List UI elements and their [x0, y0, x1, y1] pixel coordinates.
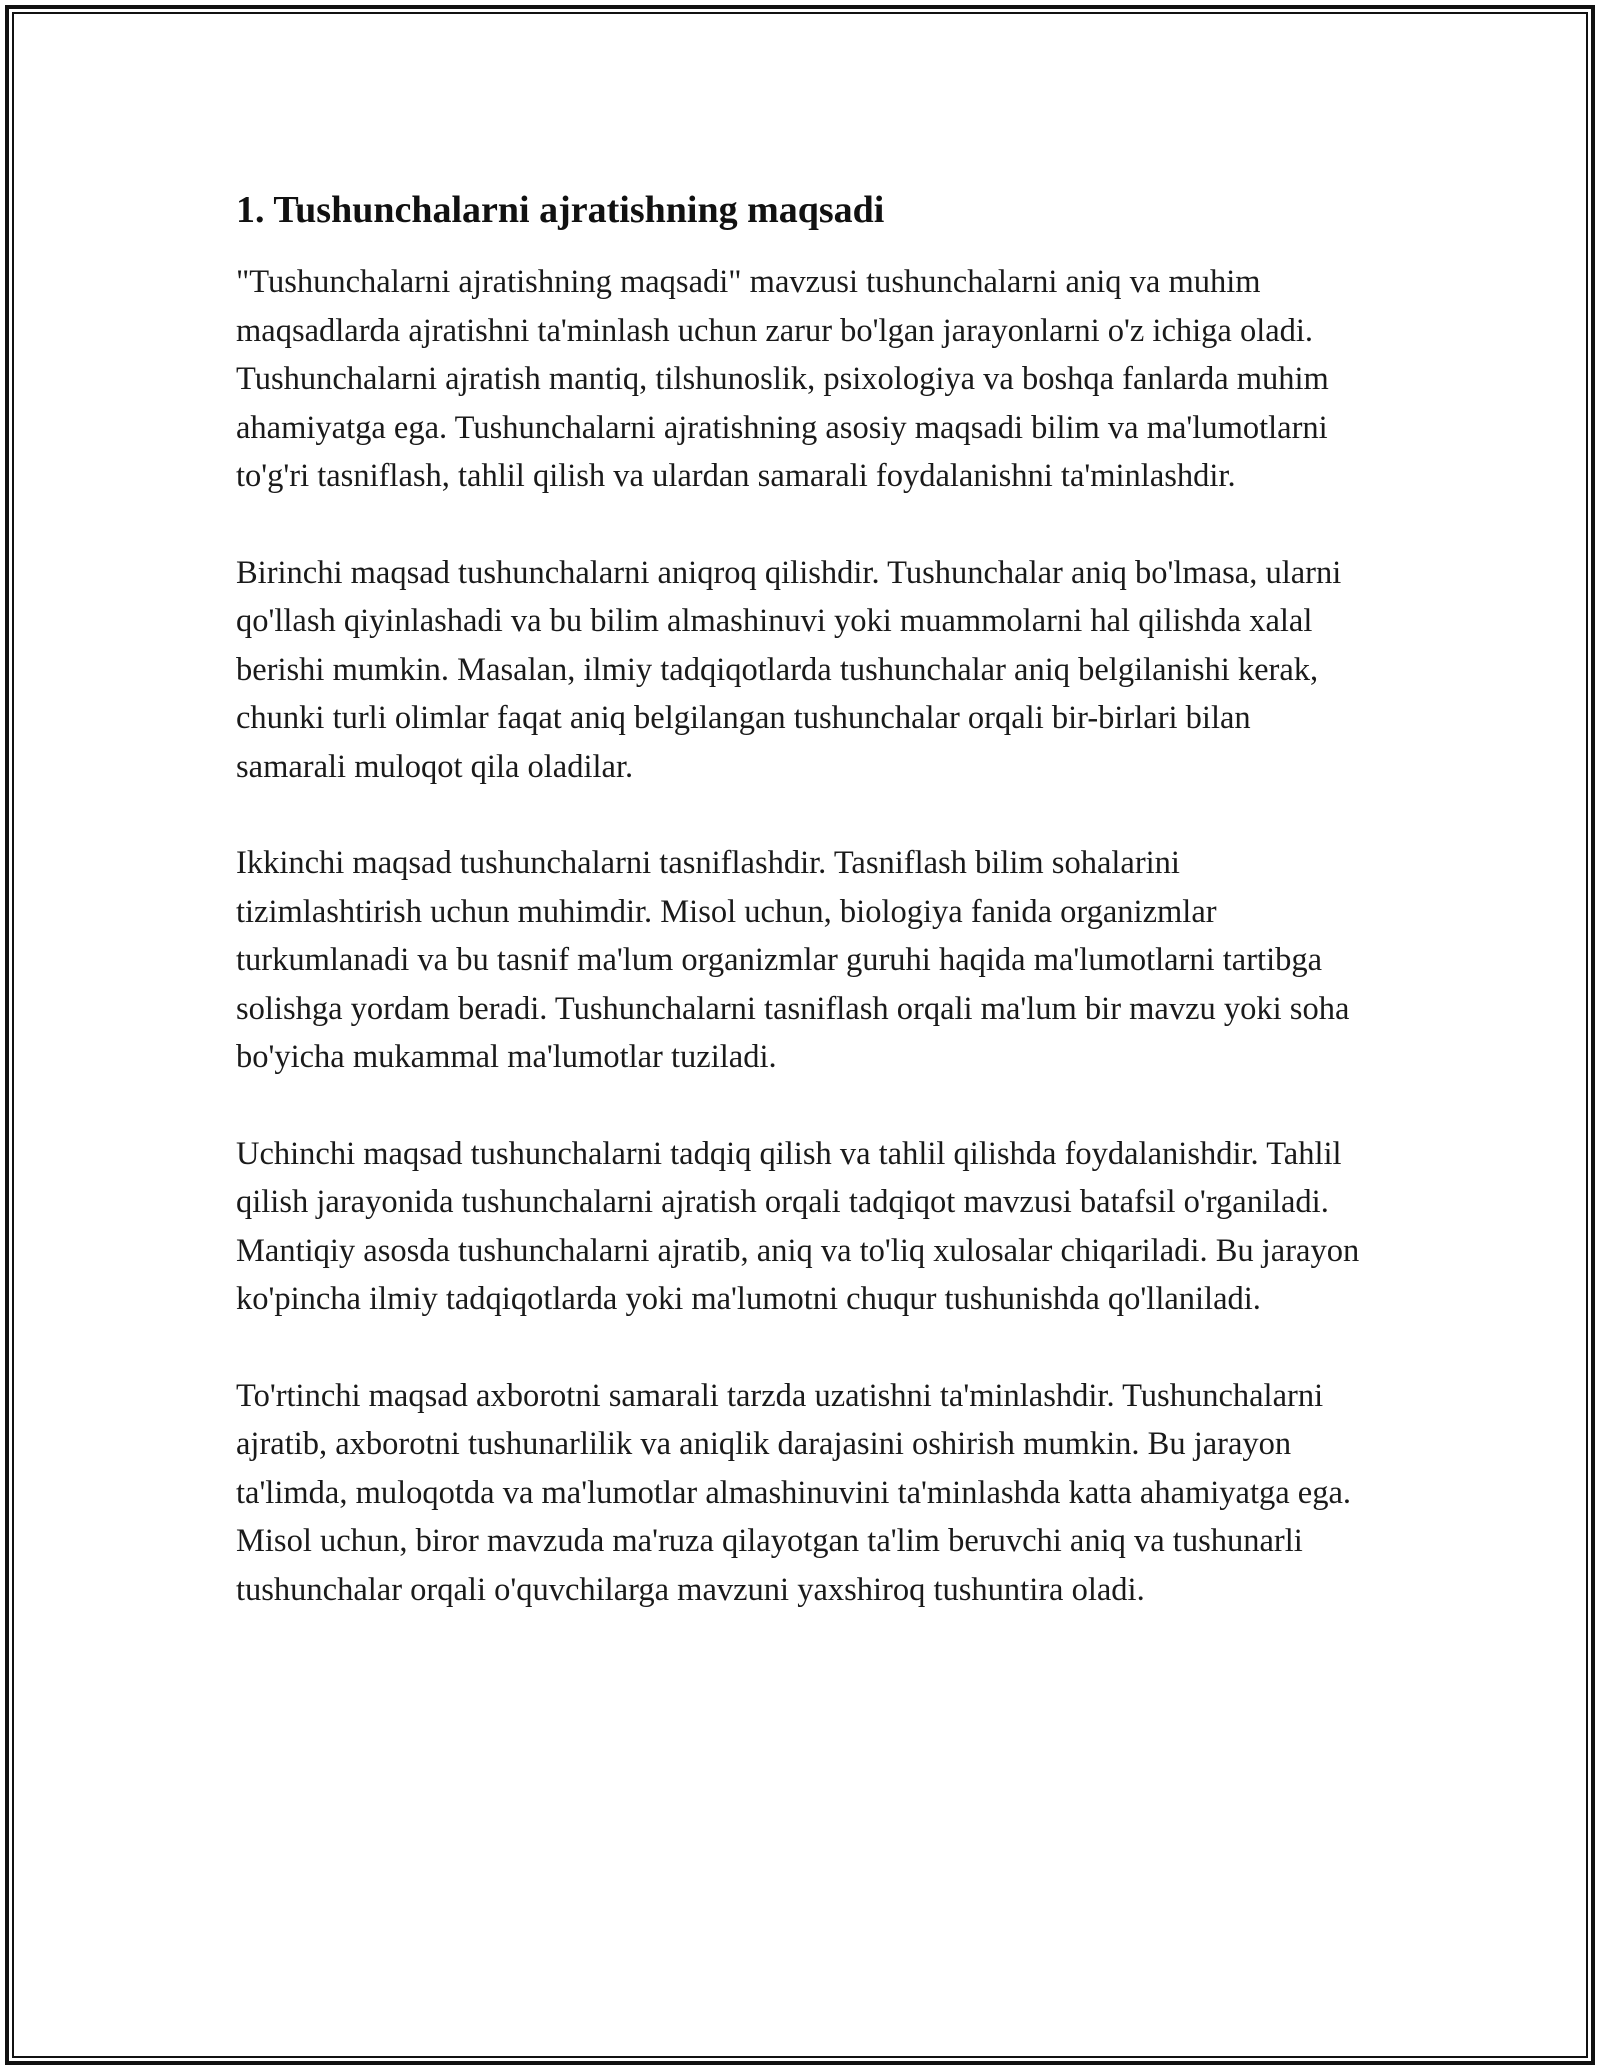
paragraph-fourth-purpose: To'rtinchi maqsad axborotni samarali tarzda uzatishni ta'minlashdir. Tushunchalarni ajratib, axborotni tushunarlilik va aniqlik darajasini oshirish mumkin. Bu jarayon ta'limda, muloqotda va ma'lumotlar almashinuvini ta'minlashda katta ahamiyatga ega. Misol uchun, biror mavzuda ma'ruza qilayotgan ta'lim beruvchi aniq va tushunarli tushunchalar orqali o'quvchilarga mavzuni yaxshiroq tushuntira oladi.: [236, 1377, 1352, 1608]
paragraph-first-purpose: Birinchi maqsad tushunchalarni aniqroq qilishdir. Tushunchalar aniq bo'lmasa, ularni qo'llash qiyinlashadi va bu bilim almashinuvi yoki muammolarni hal qilishda xalal berishi mumkin. Masalan, ilmiy tadqiqotlarda tushunchalar aniq belgilanishi kerak, chunki turli olimlar faqat aniq belgilangan tushunchalar orqali bir-birlari bilan samarali muloqot qila oladilar.: [236, 554, 1342, 785]
document-title: 1. Tushunchalarni ajratishning maqsadi: [236, 189, 885, 231]
paragraph-second-purpose: Ikkinchi maqsad tushunchalarni tasniflashdir. Tasniflash bilim sohalarini tizimlashtirish uchun muhimdir. Misol uchun, biologiya fanida organizmlar turkumlanadi va bu tasnif ma'lum organizmlar guruhi haqida ma'lumotlarni tartibga solishga yordam beradi. Tushunchalarni tasniflash orqali ma'lum bir mavzu yoki soha bo'yicha mukammal ma'lumotlar tuziladi.: [236, 845, 1350, 1075]
paragraph-intro: "Tushunchalarni ajratishning maqsadi" mavzusi tushunchalarni aniq va muhim maqsadlarda ajratishni ta'minlash uchun zarur bo'lgan jarayonlarni o'z ichiga oladi. Tushunchalarni ajratish mantiq, tilshunoslik, psixologiya va boshqa fanlarda muhim ahamiyatga ega. Tushunchalarni ajratishning asosiy maqsadi bilim va ma'lumotlarni to'g'ri tasniflash, tahlil qilish va ulardan samarali foydalanishni ta'minlashdir.: [236, 264, 1329, 494]
document-body: [236, 186, 1366, 1662]
paragraph-third-purpose: Uchinchi maqsad tushunchalarni tadqiq qilish va tahlil qilishda foydalanishdir. Tahlil qilish jarayonida tushunchalarni ajratish orqali tadqiqot mavzusi batafsil o'rganiladi. Mantiqiy asosda tushunchalarni ajratib, aniq va to'liq xulosalar chiqariladi. Bu jarayon ko'pincha ilmiy tadqiqotlarda yoki ma'lumotni chuqur tushunishda qo'llaniladi.: [236, 1135, 1360, 1317]
